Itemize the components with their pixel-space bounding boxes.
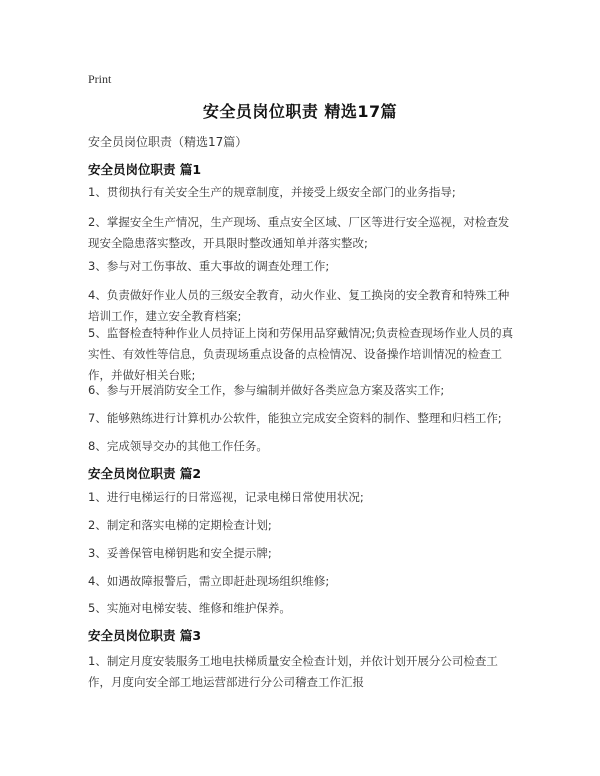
page-title: 安全员岗位职责 精选17篇 — [202, 102, 398, 121]
list-item: 4、如遇故障报警后，需立即赶赴现场组织维修; — [88, 574, 330, 588]
document-subtitle: 安全员岗位职责（精选17篇） — [88, 135, 248, 149]
list-item: 1、制定月度安装服务工地电扶梯质量安全检查计划，并依计划开展分公司检查工作，月度向安全部工地运营部进行分公司稽查工作汇报 — [88, 654, 498, 689]
list-item: 3、妥善保管电梯钥匙和安全提示牌; — [88, 546, 272, 560]
section-heading: 安全员岗位职责 篇1 — [88, 162, 202, 177]
section-heading: 安全员岗位职责 篇2 — [88, 466, 202, 481]
list-item: 4、负责做好作业人员的三级安全教育，动火作业、复工换岗的安全教育和特殊工种培训工作，建立安全教育档案; — [88, 288, 510, 323]
list-item: 7、能够熟练进行计算机办公软件，能独立完成安全资料的制作、整理和归档工作; — [88, 411, 502, 425]
list-item: 6、参与开展消防安全工作，参与编制并做好各类应急方案及落实工作; — [88, 383, 445, 397]
list-item: 2、制定和落实电梯的定期检查计划; — [88, 518, 272, 532]
list-item: 2、掌握安全生产情况，生产现场、重点安全区域、厂区等进行安全巡视，对检查发现安全隐患落实整改，开具限时整改通知单并落实整改; — [88, 215, 510, 250]
list-item: 1、贯彻执行有关安全生产的规章制度，并接受上级安全部门的业务指导; — [88, 185, 456, 199]
list-item: 3、参与对工伤事故、重大事故的调查处理工作; — [88, 259, 330, 273]
print-label: Print — [88, 72, 112, 86]
list-item: 5、监督检查特种作业人员持证上岗和劳保用品穿戴情况;负责检查现场作业人员的真实性、有效性等信息，负责现场重点设备的点检情况、设备操作培训情况的检查工作，并做好相关台账; — [88, 326, 514, 382]
section-heading: 安全员岗位职责 篇3 — [88, 628, 202, 643]
list-item: 1、进行电梯运行的日常巡视，记录电梯日常使用状况; — [88, 490, 364, 504]
list-item: 8、完成领导交办的其他工作任务。 — [88, 439, 268, 453]
list-item: 5、实施对电梯安装、维修和维护保养。 — [88, 601, 291, 615]
